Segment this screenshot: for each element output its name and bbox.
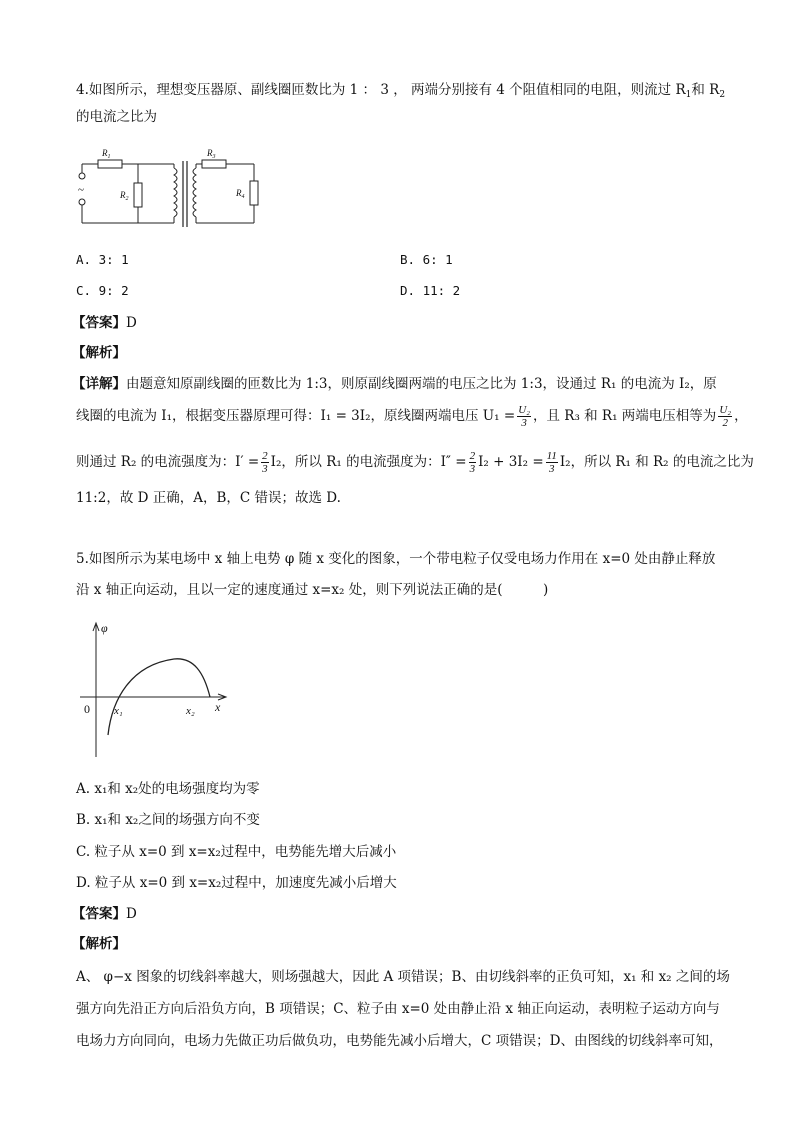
q5-option-c: C. 粒子从 x=0 到 x=x₂过程中，电势能先增大后减小	[76, 844, 397, 860]
q4-stem-text: 4.如图所示，理想变压器原、副线圈匝数比为 1 ： 3 ， 两端分别接有 4 个阻值相同的电阻，则流过 R	[76, 82, 686, 98]
q4-explanation-line1	[72, 374, 717, 394]
x2-label: x₂	[186, 705, 195, 717]
q5-explanation-line2: 强方向先沿正方向后沿负方向，B 项错误；C、粒子由 x=0 处由静止沿 x 轴正向运动，表明粒子运动方向与	[76, 1001, 720, 1017]
resistor-r3	[202, 160, 226, 168]
q5-option-b: B. x₁和 x₂之间的场强方向不变	[76, 812, 260, 828]
q4-frac-2-3a: $\frac{2}{3}$	[262, 450, 268, 475]
q4-exp2b: ，且 R₃ 和 R₁ 两端电压相等为	[532, 408, 717, 424]
x-axis-label: x	[215, 700, 221, 714]
q4-detail-tag: 【详解】	[72, 376, 126, 392]
q4-explanation-line3	[76, 450, 754, 475]
q4-answer-tag: 【答案】	[72, 315, 126, 331]
q4-explanation-line4: 11:2，故 D 正确，A，B，C 错误；故选 D.	[76, 490, 341, 506]
q4-option-b: B. 6: 1	[400, 252, 453, 267]
q4-exp3a: 则通过 R₂ 的电流强度为：I′ =	[76, 454, 260, 470]
label-r1: $R_1$	[102, 148, 111, 160]
q4-exp2a: 线圈的电流为 I₁，根据变压器原理可得：I₁ = 3I₂，原线圈两端电压 U₁ =	[76, 408, 516, 424]
q4-and: 和 R	[691, 82, 720, 98]
q4-option-c: C. 9: 2	[76, 283, 129, 298]
q4-exp3d: I₂，所以 R₁ 和 R₂ 的电流之比为	[559, 454, 754, 470]
q5-answer-tag: 【答案】	[72, 906, 126, 922]
primary-coil	[174, 168, 177, 217]
q5-potential-graph	[76, 615, 236, 765]
q5-option-a: A. x₁和 x₂处的电场强度均为零	[76, 781, 260, 797]
resistor-r4	[250, 181, 258, 205]
q5-answer-value: D	[126, 906, 137, 922]
q4-frac-2-3b: $\frac{2}{3}$	[469, 450, 476, 475]
q4-option-d: D. 11: 2	[400, 283, 461, 298]
q4-stem-line1	[76, 80, 725, 105]
secondary-coil	[193, 168, 196, 217]
q5-analysis-tag: 【解析】	[72, 936, 126, 952]
q5-explanation-line1: A、 φ−x 图象的切线斜率越大，则场强越大，因此 A 项错误；B、由切线斜率的正负可知，x₁ 和 x₂ 之间的场	[76, 969, 730, 985]
q5-option-d: D. 粒子从 x=0 到 x=x₂过程中，加速度先减小后增大	[76, 875, 397, 891]
resistor-r2	[134, 183, 142, 207]
y-axis-label: φ	[101, 621, 108, 635]
q4-r2-sub: 2	[719, 90, 726, 100]
q5-answer	[72, 904, 137, 924]
q4-answer-value: D	[126, 315, 137, 331]
q4-exp3c: I₂ + 3I₂ =	[478, 454, 544, 470]
q4-exp1-text: 由题意知原副线圈的匝数比为 1:3，则原副线圈两端的电压之比为 1:3，设通过 R₁ 的电流为 I₂，原	[126, 376, 717, 392]
q4-frac-u2-3: $\frac{\text{U₂}}{3}$	[518, 404, 530, 429]
origin-label: 0	[84, 702, 90, 716]
q4-frac-u2-2: $\frac{\text{U₂}}{2}$	[719, 404, 732, 429]
q4-exp3b: I₂，所以 R₁ 的电流强度为：I″ =	[270, 454, 467, 470]
q4-explanation-line2	[76, 404, 748, 429]
q4-analysis-tag: 【解析】	[72, 345, 126, 361]
q5-explanation-line3: 电场力方向同向，电场力先做正功后做负功，电势能先减小后增大，C 项错误；D、由图线的切线斜率可知，	[76, 1033, 723, 1049]
q4-option-a: A. 3: 1	[76, 252, 129, 267]
terminal-bottom	[79, 199, 85, 205]
resistor-r1	[98, 160, 122, 168]
q4-stem-line2: 的电流之比为	[76, 109, 157, 125]
q5-stem-line2: 沿 x 轴正向运动，且以一定的速度通过 x=x₂ 处，则下列说法正确的是( )	[76, 582, 549, 598]
q4-exp2c: ，	[734, 408, 748, 424]
label-r3: $R_3$	[207, 148, 216, 160]
x1-label: x₁	[114, 705, 123, 717]
q4-frac-11-3: $\frac{11}{3}$	[546, 450, 557, 475]
label-r4: $R_4$	[236, 188, 245, 200]
ac-source-symbol: ~	[78, 184, 84, 196]
q5-stem-line1: 5.如图所示为某电场中 x 轴上电势 φ 随 x 变化的图象，一个带电粒子仅受电场力作用在 x=0 处由静止释放	[76, 551, 716, 567]
label-r2: $R_2$	[120, 190, 129, 202]
q4-answer	[72, 313, 137, 333]
terminal-top	[79, 173, 85, 179]
q4-r1-sub: 1	[685, 90, 692, 100]
q4-transformer-circuit	[76, 143, 266, 233]
